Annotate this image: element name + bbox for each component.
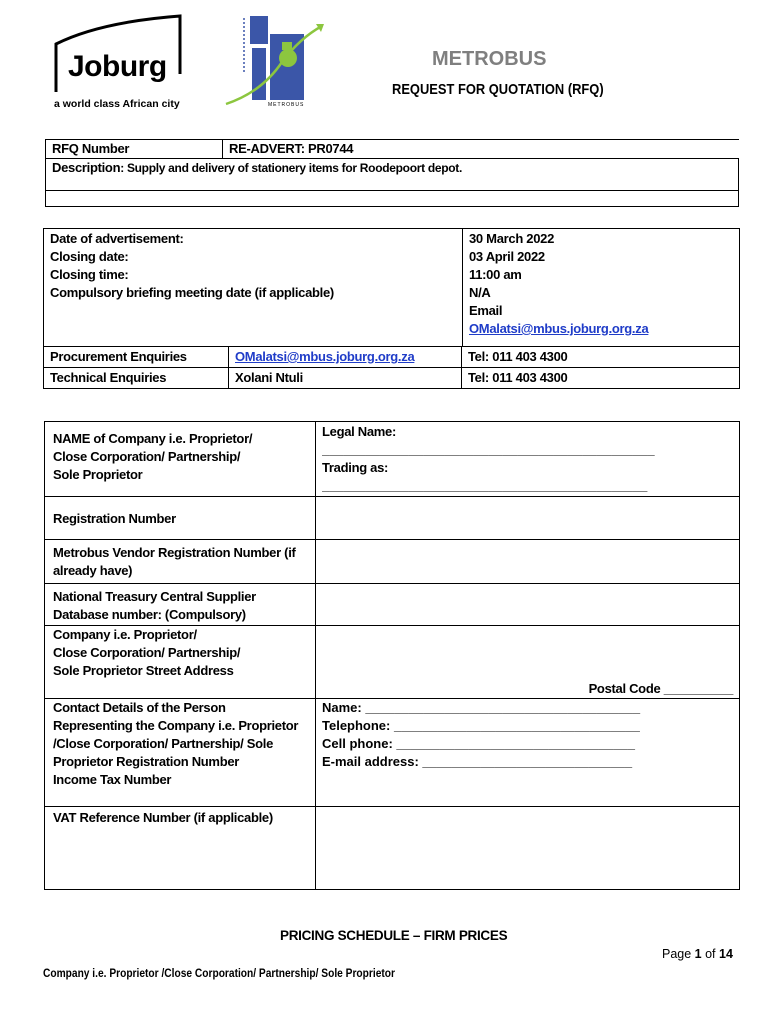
enquiries-table <box>43 346 740 389</box>
rfq-description-value: : Supply and delivery of stationery items for Roodepoort depot. <box>120 161 463 175</box>
vendor-label-cell <box>45 540 316 584</box>
vat-label: VAT Reference Number (if applicable) <box>53 810 273 825</box>
rfq-description-label: Description <box>52 160 121 175</box>
registration-value-cell[interactable] <box>316 497 740 540</box>
metrobus-logo-icon <box>222 12 332 112</box>
page-of: of <box>701 947 719 961</box>
closing-time-value: 11:00 am <box>469 267 522 282</box>
technical-contact-cell <box>229 368 462 389</box>
joburg-logo-text: Joburg <box>68 50 167 83</box>
contact-value-cell <box>316 699 740 807</box>
legal-name-field[interactable]: ______________________________________________ <box>322 442 655 457</box>
postal-code-field[interactable]: Postal Code __________ <box>588 681 733 696</box>
contact-label-3: /Close Corporation/ Partnership/ Sole <box>53 736 274 751</box>
joburg-logo-tagline: a world class African city <box>54 98 180 110</box>
address-label-3: Sole Proprietor Street Address <box>53 663 234 678</box>
procurement-email-link[interactable]: OMalatsi@mbus.joburg.org.za <box>235 349 415 364</box>
footer-company-line <box>43 964 457 982</box>
address-value-cell[interactable] <box>316 626 740 699</box>
page-current: 1 <box>694 947 702 961</box>
vendor-value-cell[interactable] <box>316 540 740 584</box>
dates-table <box>43 228 740 347</box>
dates-labels-cell <box>44 229 463 347</box>
csd-value-cell[interactable] <box>316 584 740 626</box>
metrobus-logo <box>222 12 332 112</box>
rfq-table <box>45 139 739 207</box>
contact-telephone-field[interactable]: Telephone: __________________________________ <box>322 718 640 733</box>
technical-label: Technical Enquiries <box>50 370 167 385</box>
org-title: METROBUS <box>432 48 547 70</box>
company-name-label-1: NAME of Company i.e. Proprietor/ <box>53 431 253 446</box>
registration-label-cell <box>45 497 316 540</box>
trading-as-label: Trading as: <box>322 460 389 475</box>
footer-company-text: Company i.e. Proprietor /Close Corporation/ Partnership/ Sole Proprietor <box>43 966 395 980</box>
document-title-text: REQUEST FOR QUOTATION (RFQ) <box>392 81 604 98</box>
technical-contact: Xolani Ntuli <box>235 370 303 385</box>
income-tax-label: Income Tax Number <box>53 772 172 787</box>
technical-tel: Tel: 011 403 4300 <box>468 370 568 385</box>
csd-label-1: National Treasury Central Supplier <box>53 589 256 604</box>
contact-email-field[interactable]: E-mail address: _____________________________ <box>322 754 633 769</box>
company-name-value-cell <box>316 422 740 497</box>
contact-label-cell <box>45 699 316 807</box>
legal-name-label: Legal Name: <box>322 424 397 439</box>
email-label: Email <box>469 303 503 318</box>
closing-date-value: 03 April 2022 <box>469 249 545 264</box>
address-label-2: Close Corporation/ Partnership/ <box>53 645 241 660</box>
advert-date-label: Date of advertisement: <box>50 231 184 246</box>
procurement-tel-cell <box>462 347 740 368</box>
company-name-label-3: Sole Proprietor <box>53 467 143 482</box>
trading-as-field[interactable]: _____________________________________________ <box>322 478 648 493</box>
page-number <box>662 947 733 961</box>
rfq-blank-row <box>46 191 739 207</box>
dates-values-cell <box>463 229 740 347</box>
technical-tel-cell <box>462 368 740 389</box>
briefing-date-value: N/A <box>469 285 491 300</box>
email-link[interactable]: OMalatsi@mbus.joburg.org.za <box>469 321 649 336</box>
briefing-date-label: Compulsory briefing meeting date (if applicable) <box>50 285 334 300</box>
vat-value-cell[interactable] <box>316 807 740 890</box>
pricing-schedule-heading: PRICING SCHEDULE – FIRM PRICES <box>280 928 508 943</box>
procurement-label-cell <box>44 347 229 368</box>
document-title <box>392 81 638 99</box>
page-prefix: Page <box>662 947 695 961</box>
advert-date-value: 30 March 2022 <box>469 231 554 246</box>
vat-label-cell <box>45 807 316 890</box>
metrobus-logo-label: METROBUS <box>268 102 305 108</box>
csd-label-2: Database number: (Compulsory) <box>53 607 246 622</box>
csd-label-cell <box>45 584 316 626</box>
rfq-number-value: RE-ADVERT: PR0744 <box>229 141 354 156</box>
contact-label-2: Representing the Company i.e. Proprietor <box>53 718 299 733</box>
vendor-label-2: already have) <box>53 563 133 578</box>
company-name-label-2: Close Corporation/ Partnership/ <box>53 449 241 464</box>
contact-label-4: Proprietor Registration Number <box>53 754 240 769</box>
joburg-logo <box>40 14 210 114</box>
contact-name-field[interactable]: Name: ______________________________________ <box>322 700 641 715</box>
page-total: 14 <box>719 947 733 961</box>
procurement-contact-cell <box>229 347 462 368</box>
technical-label-cell <box>44 368 229 389</box>
contact-cell-field[interactable]: Cell phone: _________________________________ <box>322 736 635 751</box>
rfq-number-label-cell <box>46 140 223 159</box>
procurement-label: Procurement Enquiries <box>50 349 187 364</box>
company-details-table <box>44 421 740 890</box>
closing-date-label: Closing date: <box>50 249 129 264</box>
rfq-number-value-cell <box>223 140 739 159</box>
procurement-tel: Tel: 011 403 4300 <box>468 349 568 364</box>
rfq-number-label: RFQ Number <box>52 141 130 156</box>
rfq-description-cell <box>46 159 739 191</box>
address-label-1: Company i.e. Proprietor/ <box>53 627 197 642</box>
company-name-label-cell <box>45 422 316 497</box>
vendor-label-1: Metrobus Vendor Registration Number (if <box>53 545 296 560</box>
registration-label: Registration Number <box>53 511 176 526</box>
closing-time-label: Closing time: <box>50 267 129 282</box>
contact-label-1: Contact Details of the Person <box>53 700 226 715</box>
address-label-cell <box>45 626 316 699</box>
